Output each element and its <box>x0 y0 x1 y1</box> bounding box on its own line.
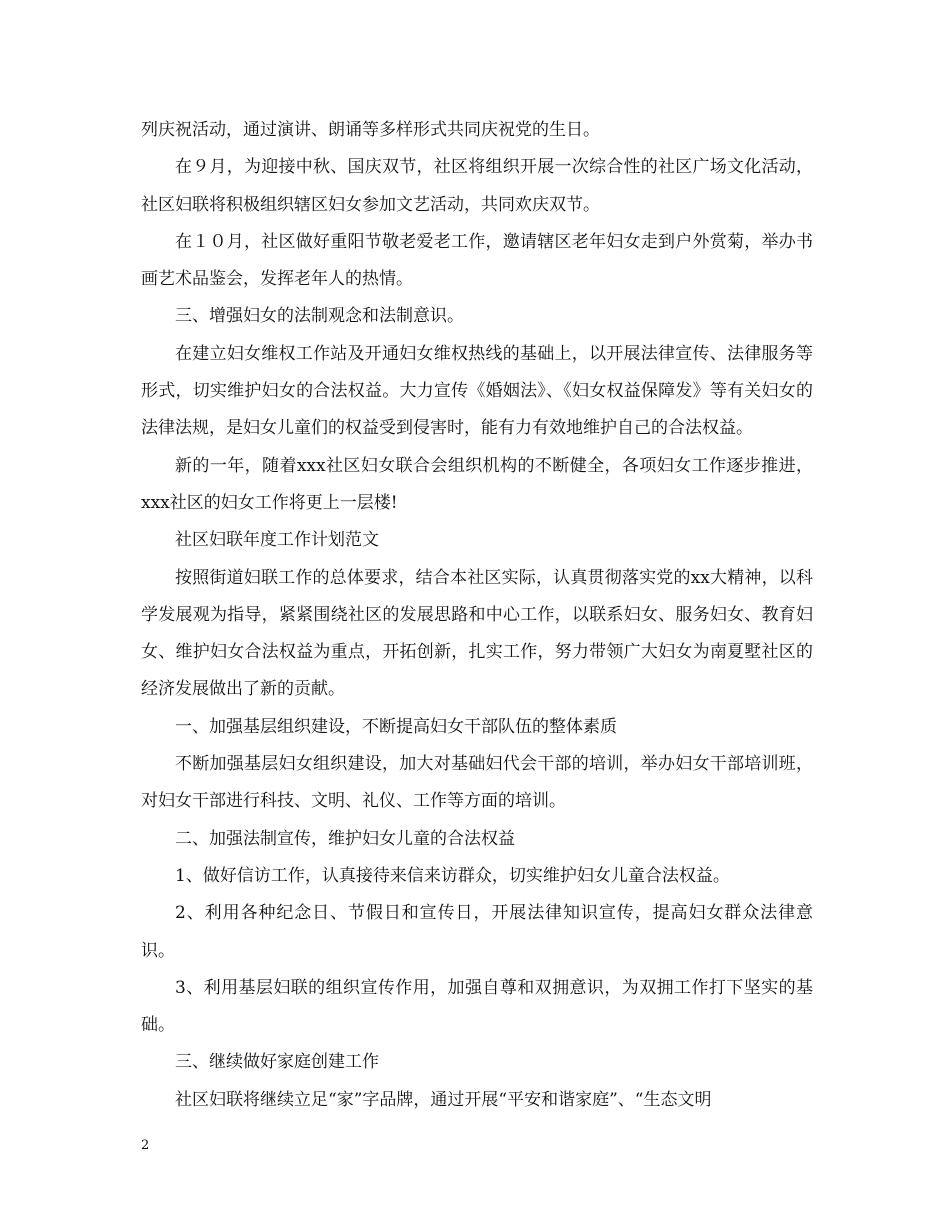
section-heading: 二、加强法制宣传，维护妇女儿童的合法权益 <box>175 828 515 849</box>
document-title: 社区妇联年度工作计划范文 <box>175 530 379 551</box>
paragraph: 不断加强基层妇女组织建设，加大对基础妇代会干部的培训，举办妇女干部培训班，对妇女干部进行科技、文明、礼仪、工作等方面的培训。 <box>141 754 813 812</box>
page-number: 2 <box>141 1138 150 1153</box>
list-item: 3、利用基层妇联的组织宣传作用，加强自尊和双拥意识，为双拥工作打下坚实的基础。 <box>141 977 813 1036</box>
paragraph: 在９月，为迎接中秋、国庆双节，社区将组织开展一次综合性的社区广场文化活动，社区妇联将积极组织辖区妇女参加文艺活动，共同欢庆双节。 <box>141 157 813 215</box>
section-heading: 三、增强妇女的法制观念和法制意识。 <box>175 306 464 327</box>
paragraph: 新的一年，随着xxx社区妇女联合会组织机构的不断健全，各项妇女工作逐步推进，xxx社区的妇女工作将更上一层楼! <box>141 455 813 513</box>
list-item: 1、做好信访工作，认真接待来信来访群众，切实维护妇女儿童合法权益。 <box>175 865 730 886</box>
paragraph: 社区妇联将继续立足“家”字品牌，通过开展“平安和谐家庭”、“生态文明 <box>175 1089 712 1110</box>
section-heading: 一、加强基层组织建设，不断提高妇女干部队伍的整体素质 <box>175 716 617 737</box>
document-body <box>141 112 813 1119</box>
section-heading: 三、继续做好家庭创建工作 <box>175 1052 379 1073</box>
paragraph: 在建立妇女维权工作站及开通妇女维权热线的基础上，以开展法律宣传、法律服务等形式，切实维护妇女的合法权益。大力宣传《婚姻法》、《妇女权益保障发》等有关妇女的法律法规，是妇女儿童们的权益受到侵害时，能有力有效地维护自己的合法权益。 <box>141 343 813 439</box>
paragraph: 列庆祝活动，通过演讲、朗诵等多样形式共同庆祝党的生日。 <box>141 120 600 140</box>
list-item: 2、利用各种纪念日、节假日和宣传日，开展法律知识宣传，提高妇女群众法律意识。 <box>141 903 813 961</box>
paragraph: 按照街道妇联工作的总体要求，结合本社区实际，认真贯彻落实党的xx大精神，以科学发展观为指导，紧紧围绕社区的发展思路和中心工作，以联系妇女、服务妇女、教育妇女、维护妇女合法权益为重点，开拓创新，扎实工作，努力带领广大妇女为南夏墅社区的经济发展做出了新的贡献。 <box>141 567 813 700</box>
paragraph: 在１０月，社区做好重阳节敬老爱老工作，邀请辖区老年妇女走到户外赏菊，举办书画艺术品鉴会，发挥老年人的热情。 <box>141 231 813 290</box>
